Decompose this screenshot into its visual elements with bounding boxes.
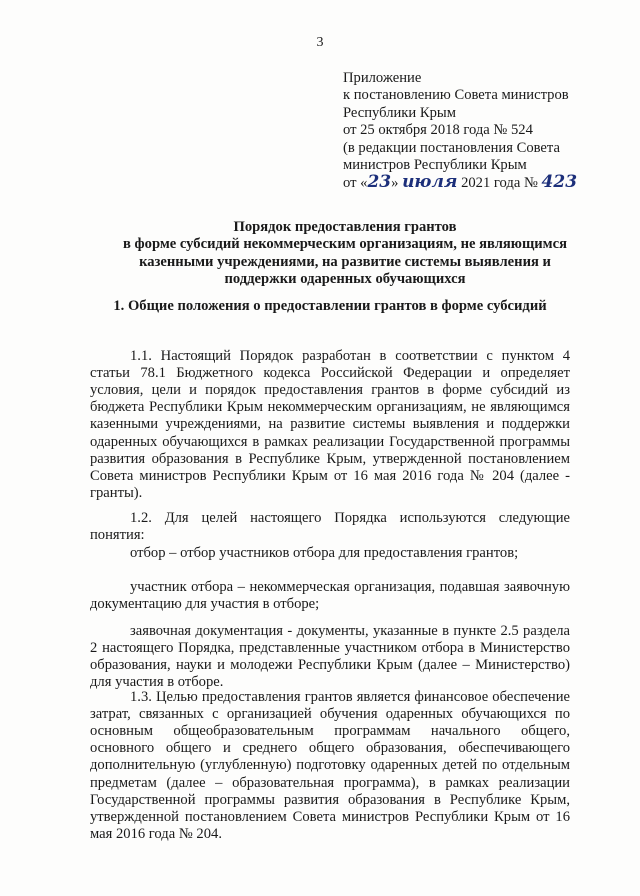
paragraph-definition-participant: участник отбора – некоммерческая организация, подавшая заявочную документацию для участия в отборе;: [90, 578, 570, 612]
paragraph-1-2: 1.2. Для целей настоящего Порядка используются следующие понятия:: [90, 509, 570, 543]
title-line: в форме субсидий некоммерческим организациям, не являющимся: [123, 236, 567, 253]
handwritten-number: 423: [541, 172, 578, 193]
appendix-block: [343, 70, 623, 193]
title-line: поддержки одаренных обучающихся: [224, 271, 466, 288]
appendix-line: (в редакции постановления Совета: [343, 139, 560, 156]
document-title: [95, 219, 595, 289]
appendix-line: от 25 октября 2018 года № 524: [343, 122, 533, 139]
appendix-date-line: [343, 174, 623, 192]
paragraph-definition-selection: отбор – отбор участников отбора для предоставления грантов;: [130, 544, 519, 561]
title-line: казенными учреждениями, на развитие системы выявления и: [139, 253, 551, 270]
section-heading: 1. Общие положения о предоставлении грантов в форме субсидий: [113, 298, 547, 314]
title-line: Порядок предоставления грантов: [233, 219, 457, 235]
appendix-line: Приложение: [343, 70, 422, 86]
appendix-line: к постановлению Совета министров: [343, 87, 569, 104]
handwritten-day: 23: [367, 172, 392, 193]
paragraph-1-3: 1.3. Целью предоставления грантов является финансовое обеспечение затрат, связанных с организацией обучения одаренных обучающихся по основным общеобразовательным программам начального общего, основного общего и среднего общего образования, обеспечивающего дополнительную (углубленную) подготовку одаренных детей по отдельным предметам (далее – образовательная программа), в рамках реализации Государственной программы развития образования в Республике Крым, утвержденной постановлением Совета министров Республики Крым от 16 мая 2016 года № 204.: [90, 688, 570, 843]
page-number: 3: [316, 35, 324, 50]
paragraph-definition-documentation: заявочная документация - документы, указанные в пункте 2.5 раздела 2 настоящего Порядка, представленные участником отбора в Министерство образования, науки и молодежи Республики Крым (далее – Министерство) для участия в отборе.: [90, 622, 570, 691]
appendix-line: Республики Крым: [343, 104, 456, 121]
date-quote: »: [391, 175, 399, 192]
handwritten-month: июля: [402, 172, 458, 193]
paragraph-1-1: 1.1. Настоящий Порядок разработан в соответствии с пунктом 4 статьи 78.1 Бюджетного кодекса Российской Федерации и определяет условия, цели и порядок предоставления грантов в форме субсидий из бюджета Республики Крым некоммерческим организациям, не являющимся казенными учреждениями, на развитие системы выявления и поддержки одаренных обучающихся в рамках реализации Государственной программы развития образования в Республике Крым, утвержденной постановлением Совета министров Республики Крым от 16 мая 2016 года № 204 (далее - гранты).: [90, 347, 570, 502]
date-year: 2021 года №: [461, 175, 538, 192]
appendix-line: министров Республики Крым: [343, 157, 527, 174]
date-prefix: от «: [343, 175, 368, 192]
